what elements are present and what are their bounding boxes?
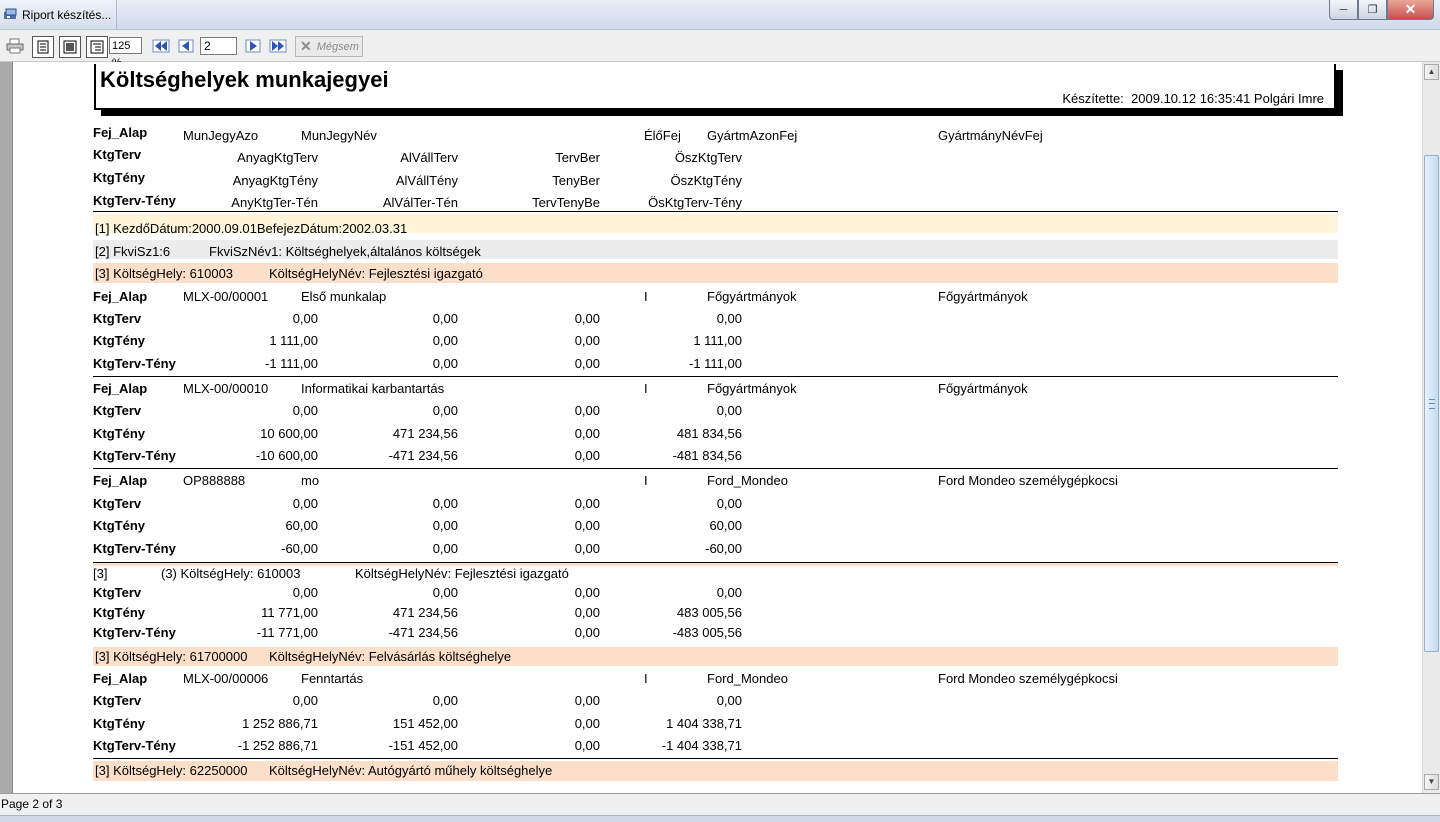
row-label: KtgTény	[93, 605, 145, 620]
col-header: TervBer	[555, 150, 600, 165]
record-product-id: Főgyártmányok	[707, 381, 797, 396]
value-cell: 0,00	[432, 333, 458, 348]
value-cell: 0,00	[432, 311, 458, 326]
col-header: AnyKtgTer-Tén	[231, 195, 318, 210]
group-text: [3] KöltségHely: 62250000	[95, 763, 248, 778]
value-cell: -481 834,56	[672, 448, 742, 463]
record-product-id: Főgyártmányok	[707, 289, 797, 304]
subtotal-cost-center: (3) KöltségHely: 610003	[161, 566, 301, 581]
separator	[93, 211, 1338, 212]
row-label: KtgTerv-Tény	[93, 625, 176, 640]
page-width-icon	[63, 40, 77, 54]
value-cell: 0,00	[716, 585, 742, 600]
value-cell: 0,00	[716, 403, 742, 418]
record-name: Informatikai karbantartás	[301, 381, 445, 396]
col-header: Fej_Alap	[93, 125, 148, 140]
value-cell: -1 404 338,71	[661, 738, 742, 753]
record-elo: I	[644, 289, 648, 304]
value-cell: -1 111,00	[688, 356, 742, 371]
value-cell: 0,00	[574, 311, 600, 326]
printer-icon	[6, 38, 24, 54]
record-name: Fenntartás	[301, 671, 364, 686]
record-elo: I	[644, 381, 648, 396]
subtotal-level: [3]	[93, 566, 108, 581]
minimize-button[interactable]: ─	[1329, 0, 1358, 20]
value-cell: 0,00	[292, 496, 318, 511]
last-page-button[interactable]	[268, 36, 288, 56]
whole-page-button[interactable]	[86, 36, 108, 58]
value-cell: 0,00	[432, 585, 458, 600]
value-cell: 0,00	[432, 496, 458, 511]
next-page-button[interactable]	[243, 36, 263, 56]
separator	[93, 468, 1338, 469]
row-label: KtgTény	[93, 518, 145, 533]
value-cell: 481 834,56	[676, 426, 742, 441]
value-cell: 10 600,00	[260, 426, 318, 441]
value-cell: -60,00	[281, 541, 318, 556]
value-cell: 0,00	[292, 403, 318, 418]
record-id: OP888888	[183, 473, 246, 488]
value-cell: -60,00	[705, 541, 742, 556]
value-cell: 0,00	[574, 356, 600, 371]
value-cell: 0,00	[716, 496, 742, 511]
col-header: AlVállTény	[395, 173, 458, 188]
window-tab	[0, 0, 117, 29]
row-label: KtgTerv	[93, 311, 142, 326]
value-cell: 0,00	[574, 693, 600, 708]
report-header	[94, 64, 1336, 110]
group-band-5	[93, 761, 1338, 781]
col-header: ÉlőFej	[644, 128, 681, 143]
vertical-scrollbar[interactable]	[1422, 62, 1440, 793]
group-band-4	[93, 647, 1338, 666]
col-header: TervTenyBe	[532, 195, 600, 210]
row-label: KtgTerv	[93, 496, 142, 511]
value-cell: 1 111,00	[693, 333, 742, 348]
value-cell: 11 771,00	[261, 605, 318, 620]
status-bar	[0, 793, 1440, 821]
record-name: mo	[301, 473, 320, 488]
record-product-name: Ford Mondeo személygépkocsi	[938, 473, 1118, 488]
close-button[interactable]: ✕	[1387, 0, 1434, 20]
made-by-value: 2009.10.12 16:35:41 Polgári Imre	[1131, 91, 1324, 106]
page-status: Page 2 of 3	[1, 797, 63, 811]
value-cell: 0,00	[716, 311, 742, 326]
record-product-name: Főgyártmányok	[938, 381, 1028, 396]
next-page-icon	[245, 39, 261, 53]
value-cell: 0,00	[574, 605, 600, 620]
made-by-label: Készítette:	[1062, 91, 1124, 106]
scroll-thumb[interactable]	[1424, 155, 1439, 652]
value-cell: -483 005,56	[672, 625, 742, 640]
value-cell: -1 111,00	[264, 356, 318, 371]
page-number-input[interactable]: 2	[200, 37, 237, 55]
window-title: Riport készítés...	[22, 8, 112, 22]
group-text: KöltségHelyNév: Fejlesztési igazgató	[269, 266, 483, 281]
prev-page-icon	[178, 39, 194, 53]
report-preview[interactable]	[0, 62, 1422, 793]
value-cell: 0,00	[292, 311, 318, 326]
row-label: Fej_Alap	[93, 289, 148, 304]
left-margin-line	[12, 62, 13, 793]
col-header: ÖszKtgTerv	[674, 150, 742, 165]
row-label: KtgTerv	[93, 403, 142, 418]
value-cell: -471 234,56	[388, 448, 458, 463]
page-width-button[interactable]	[59, 36, 81, 58]
value-cell: 0,00	[574, 403, 600, 418]
row-label: Fej_Alap	[93, 671, 148, 686]
page-icon	[37, 40, 49, 54]
record-id: MLX-00/00001	[183, 289, 269, 304]
row-label: KtgTény	[93, 716, 145, 731]
col-header: AlVálTer-Tén	[382, 195, 458, 210]
record-product-id: Ford_Mondeo	[707, 671, 788, 686]
subtotal-cost-center-name: KöltségHelyNév: Fejlesztési igazgató	[355, 566, 569, 581]
row-label: KtgTény	[93, 333, 145, 348]
group-text: [2] FkviSz1:6	[95, 244, 171, 259]
value-cell: -1 252 886,71	[237, 738, 318, 753]
value-cell: 0,00	[574, 448, 600, 463]
record-elo: I	[644, 473, 648, 488]
maximize-button[interactable]: ❐	[1358, 0, 1387, 20]
col-header: MunJegyNév	[301, 128, 377, 143]
group-band-3	[93, 263, 1338, 283]
value-cell: 0,00	[432, 541, 458, 556]
row-label: KtgTerv-Tény	[93, 448, 176, 463]
last-page-icon	[269, 39, 287, 53]
first-page-icon	[152, 39, 170, 53]
print-button[interactable]	[5, 36, 25, 56]
value-cell: 0,00	[574, 585, 600, 600]
record-id: MLX-00/00006	[183, 671, 269, 686]
value-cell: 1 252 886,71	[242, 716, 318, 731]
value-cell: -471 234,56	[388, 625, 458, 640]
value-cell: 0,00	[574, 426, 600, 441]
scroll-up-arrow[interactable]: ▲	[1424, 64, 1439, 80]
row-label: KtgTerv-Tény	[93, 541, 176, 556]
group-text: KöltségHelyNév: Autógyártó műhely költséghelye	[269, 763, 553, 778]
col-header: TenyBer	[552, 173, 600, 188]
value-cell: 60,00	[285, 518, 318, 533]
value-cell: 0,00	[716, 693, 742, 708]
value-cell: 60,00	[709, 518, 742, 533]
value-cell: 0,00	[432, 403, 458, 418]
group-text: [3] KöltségHely: 61700000	[95, 649, 248, 664]
row-label: KtgTerv	[93, 585, 142, 600]
record-product-id: Ford_Mondeo	[707, 473, 788, 488]
group-text: [3] KöltségHely: 610003	[95, 266, 234, 281]
col-header: KtgTény	[93, 170, 145, 185]
separator	[93, 376, 1338, 377]
separator	[93, 758, 1338, 759]
col-header: GyártmAzonFej	[707, 128, 798, 143]
value-cell: 1 111,00	[269, 333, 318, 348]
col-header: MunJegyAzo	[183, 128, 259, 143]
scroll-down-arrow[interactable]: ▼	[1424, 774, 1439, 790]
record-elo: I	[644, 671, 648, 686]
value-cell: 1 404 338,71	[666, 716, 742, 731]
row-label: KtgTény	[93, 426, 145, 441]
value-cell: 471 234,56	[392, 605, 458, 620]
report-author	[1062, 91, 1324, 106]
toolbar	[0, 30, 1440, 62]
title-bar	[0, 0, 1440, 30]
cancel-label: Mégsem	[316, 40, 359, 53]
prev-page-button[interactable]	[176, 36, 196, 56]
value-cell: -10 600,00	[255, 448, 318, 463]
value-cell: 0,00	[574, 738, 600, 753]
col-header: AlVállTerv	[400, 150, 458, 165]
row-label: KtgTerv	[93, 693, 142, 708]
value-cell: 151 452,00	[392, 716, 458, 731]
first-page-button[interactable]	[151, 36, 171, 56]
col-header: ÖsKtgTerv-Tény	[648, 195, 742, 210]
value-cell: 0,00	[574, 716, 600, 731]
value-cell: 0,00	[574, 333, 600, 348]
value-cell: -11 771,00	[256, 625, 318, 640]
left-margin-bar	[0, 62, 12, 793]
group-band-2	[93, 240, 1338, 259]
col-header: AnyagKtgTerv	[237, 150, 318, 165]
cancel-button[interactable]	[295, 36, 363, 57]
value-cell: 0,00	[574, 541, 600, 556]
app-icon	[4, 8, 18, 20]
col-header: KtgTerv-Tény	[93, 193, 176, 208]
col-header: GyártmányNévFej	[938, 128, 1043, 143]
value-cell: 483 005,56	[676, 605, 742, 620]
report-title: Költséghelyek munkajegyei	[100, 67, 389, 92]
value-cell: -151 452,00	[388, 738, 458, 753]
record-name: Első munkalap	[301, 289, 387, 304]
record-product-name: Főgyártmányok	[938, 289, 1028, 304]
value-cell: 0,00	[574, 625, 600, 640]
row-label: KtgTerv-Tény	[93, 738, 176, 753]
value-cell: 0,00	[432, 356, 458, 371]
group-text: FkviSzNév1: Költséghelyek,általános költségek	[209, 244, 481, 259]
record-product-name: Ford Mondeo személygépkocsi	[938, 671, 1118, 686]
col-header: KtgTerv	[93, 147, 142, 162]
group-text: KöltségHelyNév: Felvásárlás költséghelye	[269, 649, 512, 664]
row-label: KtgTerv-Tény	[93, 356, 176, 371]
single-page-button[interactable]	[32, 36, 54, 58]
col-header: ÖszKtgTény	[670, 173, 742, 188]
value-cell: 471 234,56	[392, 426, 458, 441]
col-header: AnyagKtgTény	[232, 173, 318, 188]
window-bottom-border	[0, 815, 1440, 822]
record-id: MLX-00/00010	[183, 381, 269, 396]
row-label: Fej_Alap	[93, 473, 148, 488]
value-cell: 0,00	[432, 693, 458, 708]
zoom-field[interactable]: 125	[109, 37, 142, 54]
value-cell: 0,00	[574, 496, 600, 511]
value-cell: 0,00	[432, 518, 458, 533]
value-cell: 0,00	[574, 518, 600, 533]
grip-icon	[1429, 399, 1435, 409]
value-cell: 0,00	[292, 585, 318, 600]
cancel-x-icon: ✕	[300, 38, 312, 54]
row-label: Fej_Alap	[93, 381, 148, 396]
whole-page-icon	[90, 40, 104, 54]
value-cell: 0,00	[292, 693, 318, 708]
group-text: [1] KezdőDátum:2000.09.01BefejezDátum:2002.03.31	[95, 221, 408, 236]
group-band-1	[93, 214, 1338, 236]
